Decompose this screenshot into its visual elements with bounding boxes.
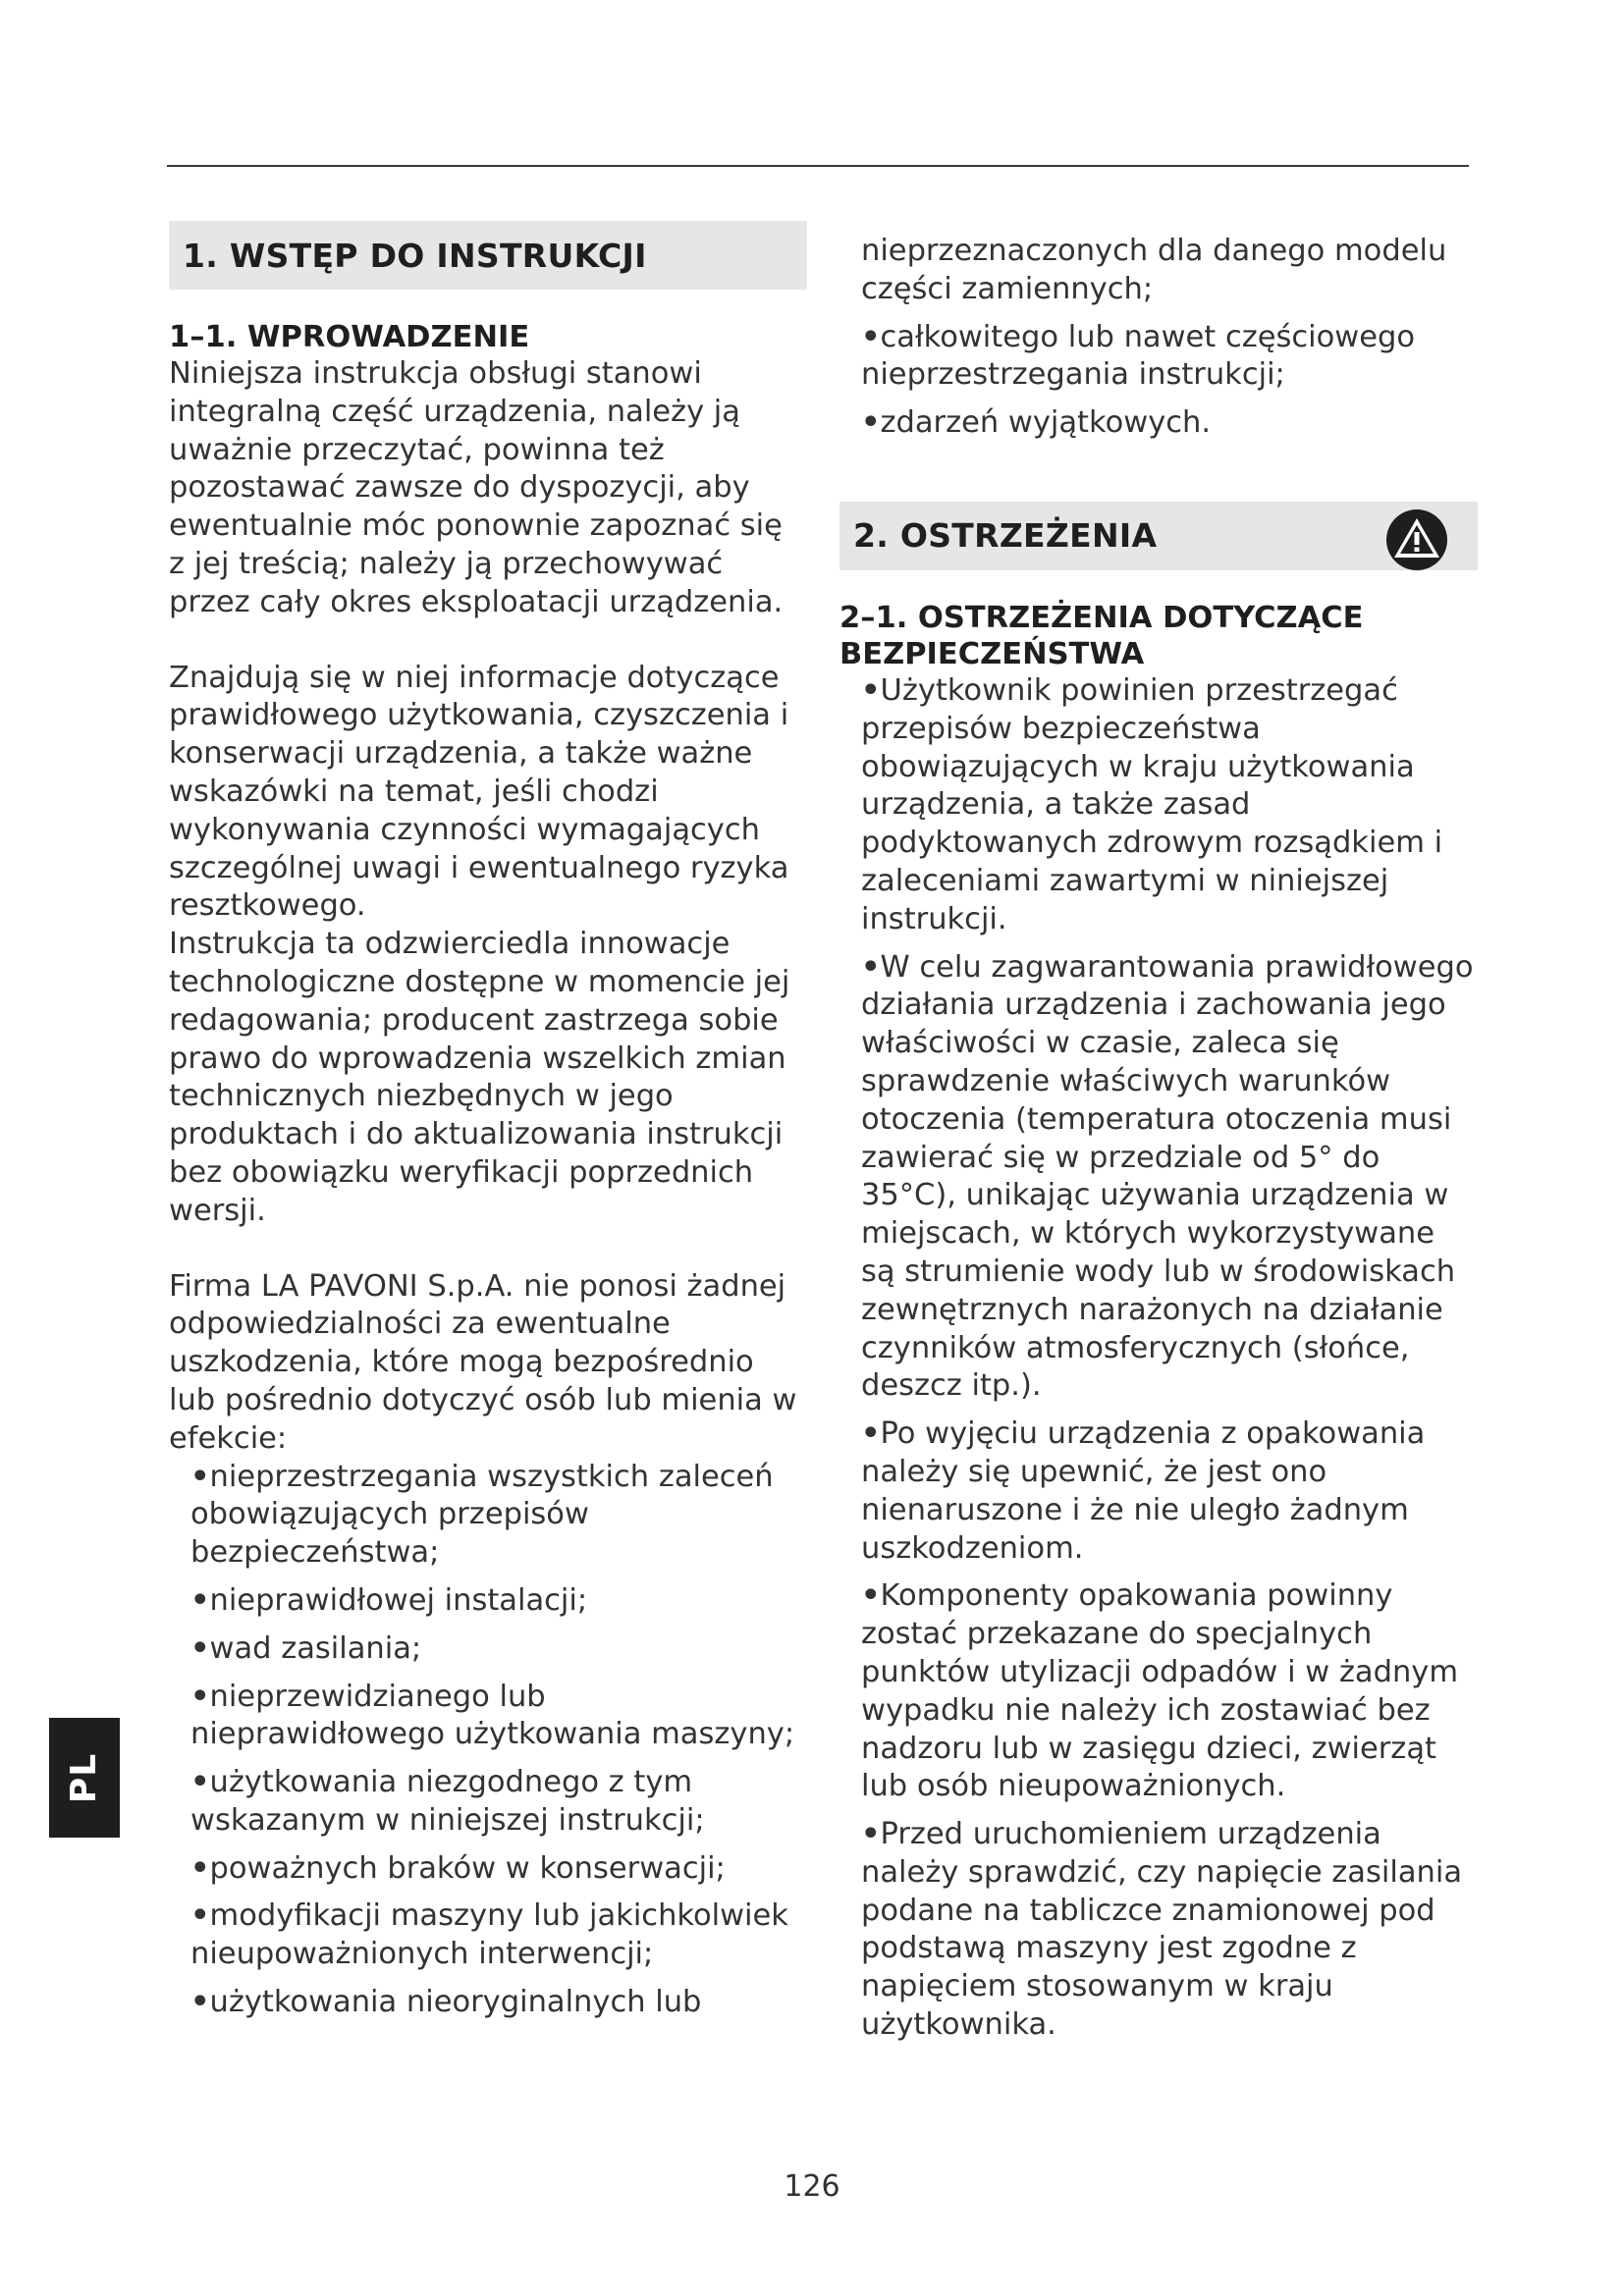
right-column [839,221,1478,2055]
safety-list [839,672,1478,2045]
list-continuation: nieprzeznaczonych dla danego modelu części zamiennych; [861,234,1447,306]
subsection-heading: 1–1. WPROWADZENIE [169,320,530,354]
list-item: •Użytkownik powinien przestrzegać przepisów bezpieczeństwa obowiązujących w kraju użytkowania urządzenia, a także zasad podyktowanych zdrowym rozsądkiem i zaleceniami zawartymi w niniejszej instrukcji. [861,672,1443,936]
page-number: 126 [784,2169,840,2204]
bullet-icon: • [190,1985,210,2020]
bullet-icon: • [190,1898,210,1934]
list-item: •modyfikacji maszyny lub jakichkolwiek nieupoważnionych interwencji; [190,1898,788,1972]
bullet-icon: • [861,949,881,985]
bullet-icon: • [190,1630,210,1666]
paragraph-3: Instrukcja ta odzwierciedla innowacje technologiczne dostępne w momencie jej redagowania; producent zastrzega sobie prawo do wprowadzenia wszelkich zmian technicznych niezbędnych w jego produktach i do aktualizowania instrukcji bez obowiązku weryfikacji poprzednich wersji. [169,927,790,1228]
section-title: 1. WSTĘP DO INSTRUKCJI [183,236,647,275]
bullet-icon: • [861,1416,881,1452]
bullet-icon: • [861,319,881,354]
list-item: •nieprawidłowej instalacji; [190,1582,588,1618]
bullet-icon: • [861,1578,881,1614]
liability-list-continued [839,319,1478,443]
list-item: •użytkowania nieoryginalnych lub [190,1985,702,2020]
bullet-icon: • [190,1850,210,1886]
list-item: •W celu zagwarantowania prawidłowego działania urządzenia i zachowania jego właściwości w czasie, zaleca się sprawdzenie właściwych warunków otoczenia (temperatura otoczenia musi zawierać się w przedziale od 5° do 35°C), unikając używania urządzenia w miejscach, w których wykorzystywane są strumienie wody lub w środowiskach zewnętrznych narażonych na działanie czynników atmosferycznych (słońce, deszcz itp.). [861,949,1474,1404]
list-item: •całkowitego lub nawet częściowego nieprzestrzegania instrukcji; [861,319,1416,393]
list-item: •Przed uruchomieniem urządzenia należy sprawdzić, czy napięcie zasilania podane na tabliczce znamionowej pod podstawą maszyny jest zgodne z napięciem stosowanym w kraju użytkownika. [861,1817,1463,2043]
subsection-heading: 2–1. OSTRZEŻENIA DOTYCZĄCE BEZPIECZEŃSTWA [839,600,1364,671]
bullet-icon: • [190,1459,210,1494]
list-item: •Po wyjęciu urządzenia z opakowania należy się upewnić, że jest ono nienaruszone i że nie uległo żadnym uszkodzeniom. [861,1416,1426,1566]
list-item: •poważnych braków w konserwacji; [190,1850,726,1886]
bullet-icon: • [861,672,881,708]
left-column [169,221,807,2032]
list-item: •nieprzewidzianego lub nieprawidłowego użytkowania maszyny; [190,1679,795,1752]
language-label: PL [64,1752,105,1803]
warning-icon [1385,508,1448,571]
paragraph-4: Firma LA PAVONI S.p.A. nie ponosi żadnej odpowiedzialności za ewentualne uszkodzenia, które mogą bezpośrednio lub pośrednio dotyczyć osób lub mienia w efekcie: [169,1268,797,1456]
bullet-icon: • [861,1817,881,1852]
paragraph-2: Znajdują się w niej informacje dotyczące prawidłowego użytkowania, czyszczenia i konserwacji urządzenia, a także ważne wskazówki na temat, jeśli chodzi wykonywania czynności wymagających szczególnej uwagi i ewentualnego ryzyka resztkowego. [169,660,789,924]
list-item: •użytkowania niezgodnego z tym wskazanym w niniejszej instrukcji; [190,1765,705,1838]
bullet-icon: • [190,1765,210,1800]
list-item: •zdarzeń wyjątkowych. [861,405,1212,441]
list-item: •nieprzestrzegania wszystkich zaleceń obowiązujących przepisów bezpieczeństwa; [190,1459,774,1571]
list-item: •wad zasilania; [190,1630,422,1666]
liability-list [169,1459,807,2022]
language-tab [49,1718,120,1838]
section-title: 2. OSTRZEŻENIA [853,516,1158,556]
paragraph-1: Niniejsza instrukcja obsługi stanowi integralną część urządzenia, należy ją uważnie przeczytać, powinna też pozostawać zawsze do dyspozycji, aby ewentualnie móc ponownie zapoznać się z jej treścią; należy ją przechowywać przez cały okres eksploatacji urządzenia. [169,356,784,619]
bullet-icon: • [190,1679,210,1714]
section-header-warnings [839,502,1478,570]
bullet-icon: • [190,1582,210,1618]
bullet-icon: • [861,405,881,441]
section-header-intro [169,221,807,290]
top-rule [167,165,1469,167]
list-item: •Komponenty opakowania powinny zostać przekazane do specjalnych punktów utylizacji odpadów i w żadnym wypadku nie należy ich zostawiać bez nadzoru lub w zasięgu dzieci, zwierząt lub osób nieupoważnionych. [861,1578,1459,1804]
